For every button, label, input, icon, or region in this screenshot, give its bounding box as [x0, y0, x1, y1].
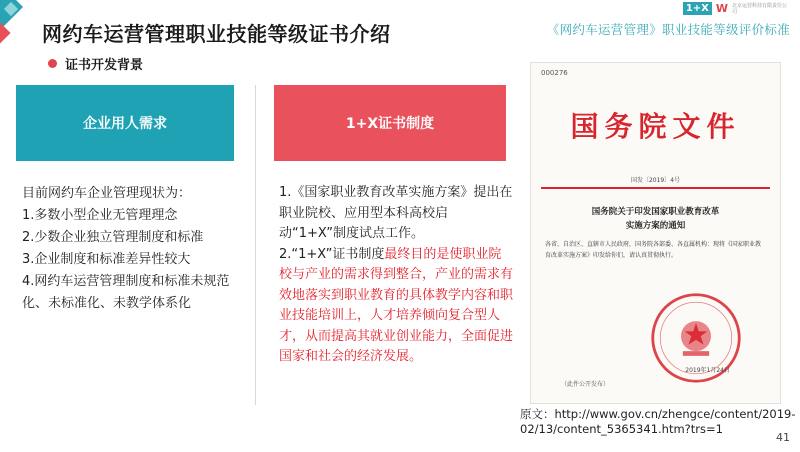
- certificate-system-box: [274, 85, 506, 161]
- paragraph-1: 1.《国家职业教育改革实施方案》提出在职业院校、应用型本科高校启动“1+X”制度试点工作。: [279, 185, 513, 241]
- document-date: 2019年1月24日: [685, 367, 730, 374]
- list-item: 2.少数企业独立管理制度和标准: [22, 230, 204, 245]
- document-red-rule: [541, 187, 770, 189]
- paragraph-2-highlight: 最终目的是使职业院校与产业的需求得到整合，产业的需求有效地落实到职业教育的具体教学内容和职业技能培训上，人才培养倾向复合型人才，从而提高其就业创业能力，全面促进国家和社会的经济发展。: [279, 246, 514, 364]
- document-body: 各省、自治区、直辖市人民政府，国务院各部委、各直属机构：现将《国家职业教育改革实施方案》印发给你们，请认真贯彻执行。: [545, 241, 762, 259]
- section-heading-label: 证书开发背景: [65, 58, 144, 73]
- certificate-system-text: [279, 183, 513, 368]
- page-number: 41: [776, 431, 790, 444]
- list-item: 目前网约车企业管理现状为：: [22, 186, 192, 201]
- corner-decoration: [0, 0, 30, 50]
- document-number: 国发〔2019〕4号: [630, 177, 681, 184]
- list-item: 3.企业制度和标准差异性较大: [22, 252, 191, 267]
- document-serial: 000276: [541, 69, 568, 77]
- certificate-system-label: 1+X证书制度: [345, 116, 435, 132]
- document-subject-line: 国务院关于印发国家职业教育改革: [591, 207, 720, 217]
- document-footer: （此件公开发布）: [561, 381, 610, 388]
- enterprise-demand-label: 企业用人需求: [83, 116, 167, 132]
- logo-company-text: 北京运营科技有限责任公司: [732, 2, 788, 15]
- enterprise-demand-box: [16, 85, 234, 161]
- bullet-dot-icon: [48, 59, 57, 68]
- evaluation-standard-title: 《网约车运营管理》职业技能等级评价标准: [546, 22, 790, 37]
- document-subject-line: 实施方案的通知: [625, 221, 686, 231]
- header-branding: [547, 2, 790, 38]
- logo-mark: W: [715, 2, 728, 15]
- paragraph-2-prefix: 2.“1+X”证书制度: [279, 246, 385, 262]
- document-heading: 国务院文件: [570, 110, 741, 143]
- document-subject: [531, 205, 780, 233]
- source-link[interactable]: 原文：http://www.gov.cn/zhengce/content/2019-02/13/content_5365341.htm?trs=1: [520, 407, 796, 436]
- logo-badge: 1+X: [683, 2, 712, 15]
- section-heading: [48, 54, 143, 73]
- state-council-document-image: [530, 62, 781, 404]
- column-divider: [255, 85, 256, 405]
- list-item: 4.网约车运营管理制度和标准未规范化、未标准化、未教学体系化: [22, 274, 230, 311]
- list-item: 1.多数小型企业无管理理念: [22, 208, 178, 223]
- page-title: 网约车运营管理职业技能等级证书介绍: [42, 22, 391, 46]
- enterprise-status-list: [22, 183, 247, 315]
- logo: [547, 2, 790, 15]
- paragraph-2: [279, 245, 513, 368]
